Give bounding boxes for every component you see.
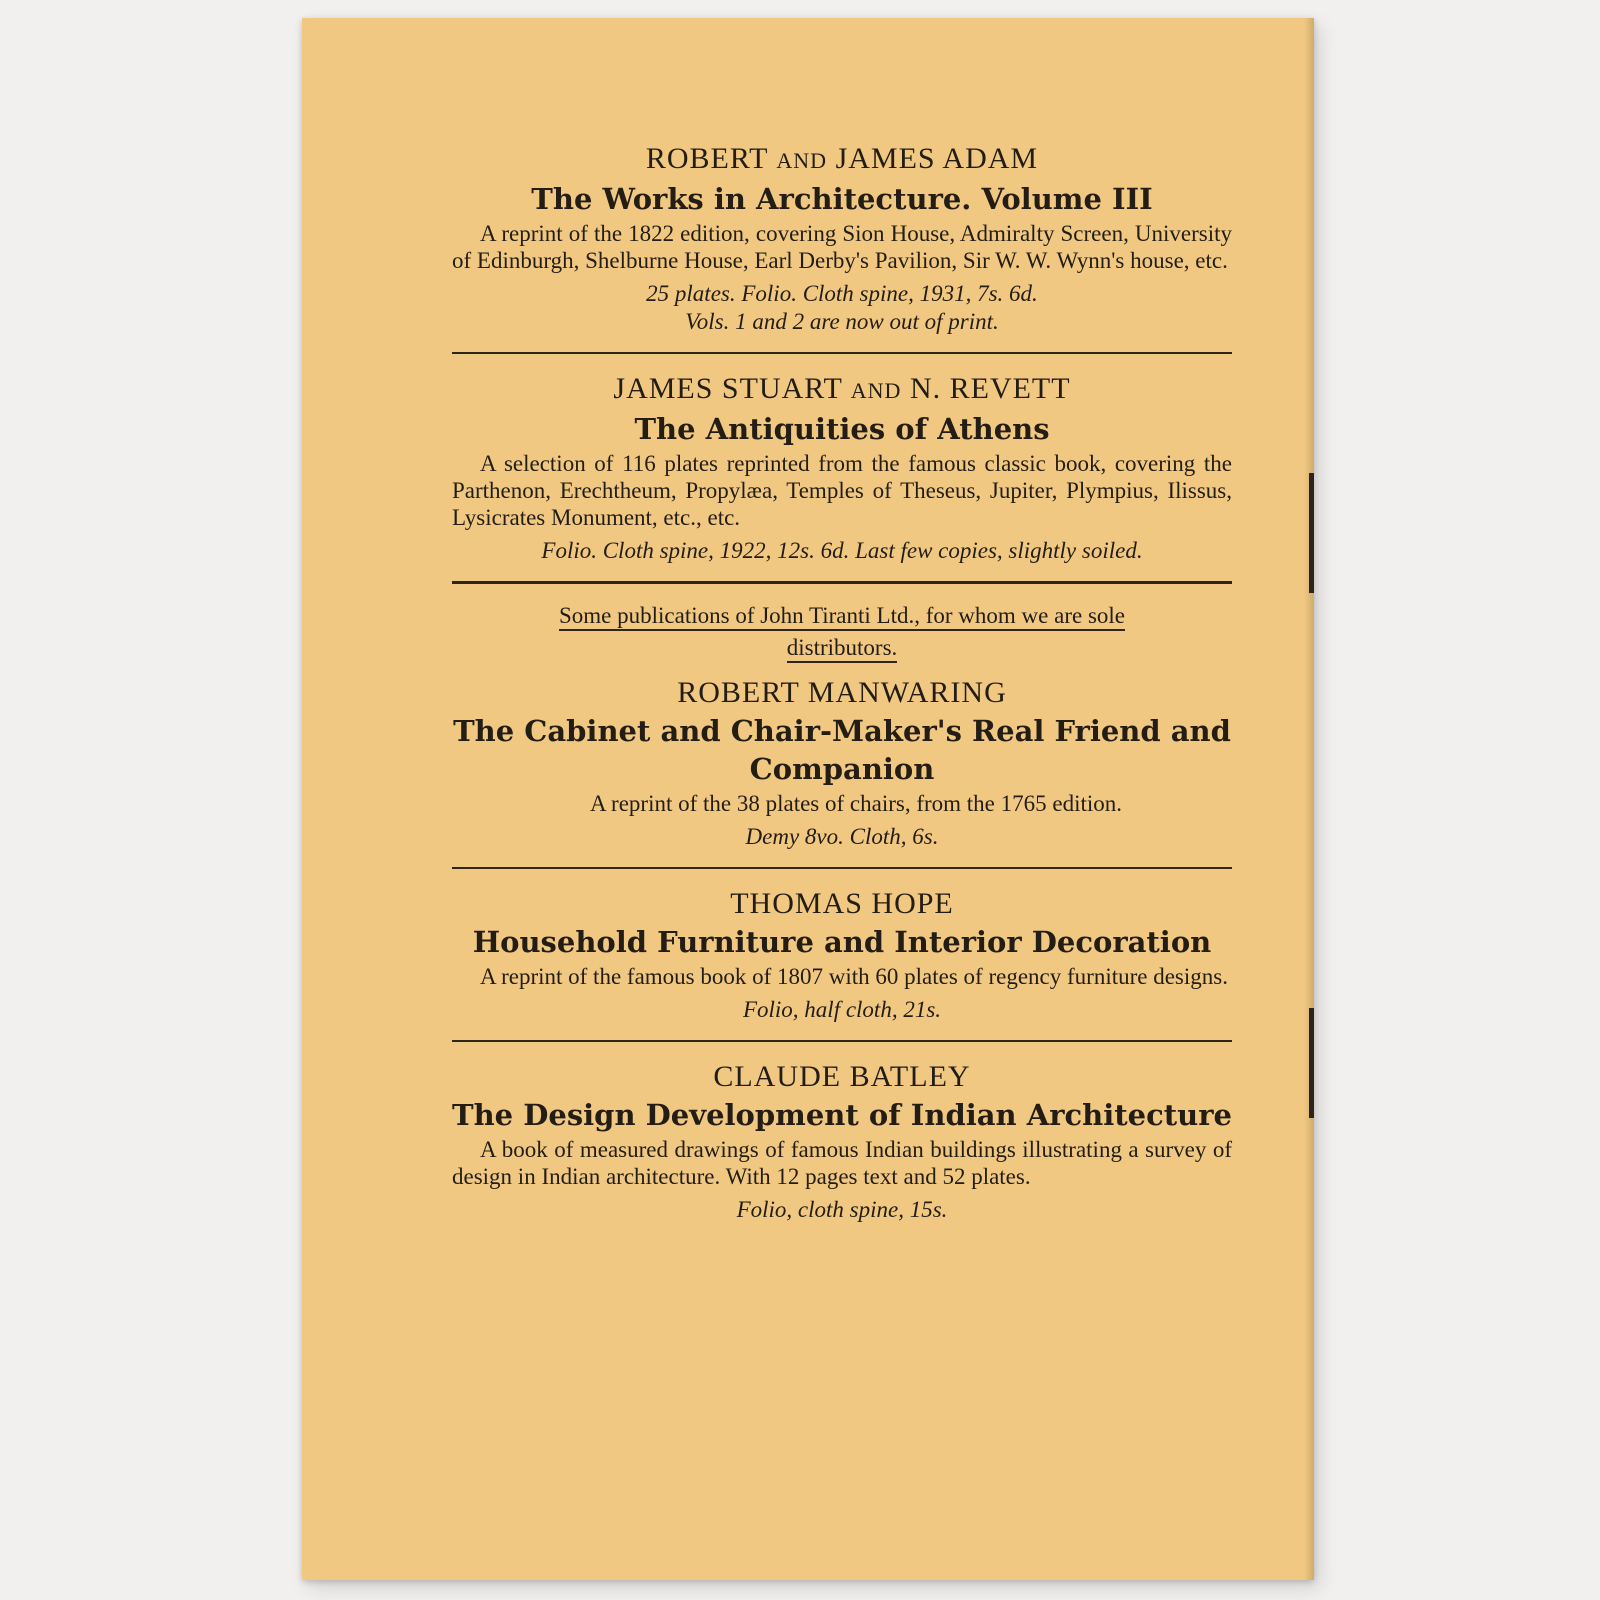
catalogue-entry-stuart-revett [452, 370, 1232, 565]
catalogue-entry-adam [452, 140, 1232, 336]
entry-details: Folio. Cloth spine, 1922, 12s. 6d. Last few copies, slightly soiled. [541, 538, 1143, 563]
notice-line-1: Some publications of John Tiranti Ltd., for whom we are sole [559, 603, 1125, 631]
divider-rule [452, 867, 1232, 869]
staple-bottom [1309, 1008, 1314, 1118]
entry-description: A selection of 116 plates reprinted from the famous classic book, covering the Parthenon, Erechtheum, Propylæa, Temples of Theseus, Jupiter, Plympius, Ilissus, Lysicrates Monument, etc., etc. [452, 451, 1232, 530]
entry-details: Folio, cloth spine, 15s. [736, 1197, 948, 1222]
entry-title: The Works in Architecture. Volume III [531, 182, 1153, 216]
notice-line-2: distributors. [787, 635, 898, 663]
staple-top [1309, 473, 1314, 593]
divider-rule [452, 1040, 1232, 1042]
entry-details: Folio, half cloth, 21s. [742, 997, 942, 1022]
entry-title: The Cabinet and Chair-Maker's Real Friend and Companion [453, 714, 1231, 786]
entry-author: ROBERT AND JAMES ADAM [645, 142, 1039, 175]
entry-description: A reprint of the 1822 edition, covering Sion House, Admiralty Screen, University of Edinburgh, Shelburne House, Earl Derby's Pavilion, Sir W. W. Wynn's house, etc. [452, 221, 1232, 273]
entry-author: THOMAS HOPE [730, 887, 954, 920]
entry-description: A reprint of the famous book of 1807 with 60 plates of regency furniture designs. [480, 964, 1228, 989]
entry-details: 25 plates. Folio. Cloth spine, 1931, 7s. 6d. [646, 281, 1038, 306]
entry-title: The Design Development of Indian Architecture [452, 1098, 1232, 1132]
entry-title: Household Furniture and Interior Decoration [472, 925, 1212, 959]
entry-author: JAMES STUART AND N. REVETT [613, 372, 1071, 405]
catalogue-entry-hope [452, 885, 1232, 1024]
distributor-notice [480, 600, 1204, 664]
entry-title: The Antiquities of Athens [634, 412, 1050, 446]
catalogue-entry-batley [452, 1058, 1232, 1224]
entry-description: A book of measured drawings of famous Indian buildings illustrating a survey of design in Indian architecture. With 12 pages text and 52 plates. [452, 1137, 1232, 1189]
booklet-page [302, 18, 1314, 1580]
entry-author: ROBERT MANWARING [677, 676, 1007, 709]
divider-rule [452, 581, 1232, 584]
page-edge-shadow [1304, 18, 1314, 1580]
entry-description: A reprint of the 38 plates of chairs, from the 1765 edition. [589, 791, 1123, 816]
entry-details: Demy 8vo. Cloth, 6s. [745, 824, 939, 849]
entry-note: Vols. 1 and 2 are now out of print. [685, 309, 999, 334]
catalogue-entry-manwaring [452, 674, 1232, 851]
catalogue-list [452, 140, 1232, 1224]
divider-rule [452, 352, 1232, 354]
entry-author: CLAUDE BATLEY [713, 1060, 971, 1093]
